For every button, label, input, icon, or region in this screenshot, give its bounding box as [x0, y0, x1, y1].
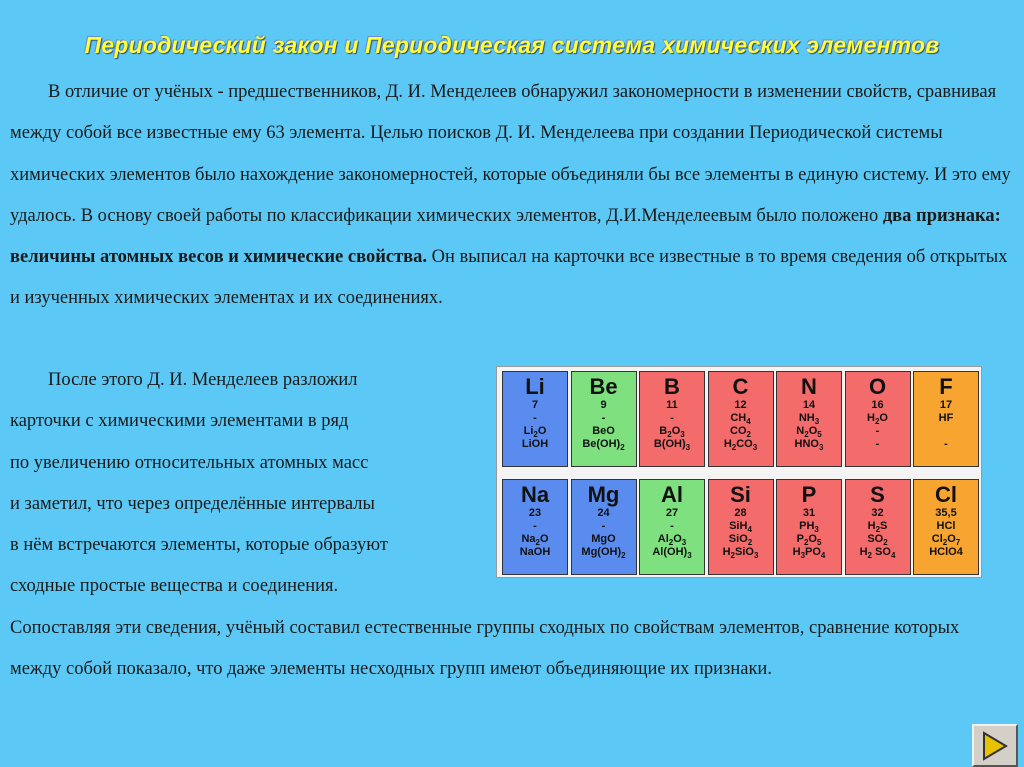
- atomic-mass: 12: [734, 399, 747, 411]
- element-card-p: [776, 479, 842, 575]
- compound-formula: $CO_2$: [730, 425, 751, 440]
- compound-formula: $PH_3$: [799, 520, 819, 535]
- element-card-c: [708, 371, 774, 467]
- element-card-cl: [913, 479, 979, 575]
- cards-line-6: сходные простые вещества и соединения.: [10, 576, 339, 597]
- compound-formula: $CH_4$: [730, 412, 751, 427]
- compound-formula: HCl: [936, 520, 956, 532]
- element-symbol: Mg: [587, 482, 620, 507]
- compound-formula: $B(OH)_3$: [653, 438, 691, 453]
- element-symbol: O: [868, 374, 887, 399]
- element-symbol: F: [939, 374, 953, 399]
- compound-formula: $Cl_2O_7$: [931, 533, 961, 548]
- element-card-si: [708, 479, 774, 575]
- compound-formula: $Mg(OH)_2$: [581, 546, 626, 561]
- compound-formula: -: [533, 520, 537, 532]
- element-symbol: Be: [589, 374, 618, 399]
- cards-line-4: и заметил, что через определённые интервалы: [10, 493, 375, 514]
- element-card-li: [502, 371, 568, 467]
- element-card-b: [639, 371, 705, 467]
- atomic-mass: 28: [734, 507, 747, 519]
- element-card-o: [845, 371, 911, 467]
- conclusion-paragraph: Сопоставляя эти сведения, учёный составил естественные группы сходных по свойствам элементов, сравнение которых между собой показало, что даже элементы несходных групп имеют объединяющие их признаки.: [10, 618, 960, 680]
- element-symbol: S: [870, 482, 885, 507]
- compound-formula: $B_2O_3$: [659, 425, 685, 440]
- atomic-mass: 32: [871, 507, 884, 519]
- compound-formula: $Be(OH)_2$: [582, 438, 625, 453]
- compound-formula: $N_2O_5$: [796, 425, 822, 440]
- atomic-mass: 27: [665, 507, 679, 519]
- compound-formula: $Na_2O$: [521, 533, 549, 548]
- compound-formula: -: [875, 425, 880, 437]
- atomic-mass: 14: [802, 399, 816, 411]
- slide-title: Периодический закон и Периодическая система химических элементов: [84, 32, 940, 58]
- atomic-mass: 31: [802, 507, 816, 519]
- compound-formula: $Al_2O_3$: [657, 533, 687, 548]
- compound-formula: NaOH: [519, 546, 551, 558]
- atomic-mass: 11: [666, 399, 678, 411]
- element-symbol: Al: [661, 482, 683, 507]
- intro-paragraph: [10, 72, 1014, 320]
- element-card-be: [571, 371, 637, 467]
- compound-formula: -: [670, 412, 674, 424]
- element-symbol: Li: [525, 374, 545, 399]
- element-card-na: [502, 479, 568, 575]
- cards-line-5: в нём встречаются элементы, которые образуют: [10, 535, 388, 556]
- atomic-mass: 17: [939, 399, 953, 411]
- intro-bold-text: два признака: величины атомных весов и химические свойства.: [10, 205, 1001, 268]
- element-symbol: B: [664, 374, 680, 399]
- compound-formula: -: [670, 520, 674, 532]
- element-symbol: P: [801, 482, 817, 507]
- compound-formula: $NH_3$: [798, 412, 820, 427]
- atomic-mass: 16: [871, 399, 884, 411]
- element-symbol: C: [732, 374, 749, 399]
- element-symbol: N: [801, 374, 817, 399]
- compound-formula: $H_2S$: [867, 520, 888, 535]
- element-card-al: [639, 479, 705, 575]
- intro-text: В отличие от учёных - предшественников, Д. И. Менделеев обнаружил закономерности в изменении свойств, сравнивая между собой все известные ему 63 элемента. Целью поисков Д. И. Менделеева при создании Периодической системы химических элементов было нахождение закономерностей, которые объединяли бы все элементы в единую систему. И это ему удалось. В основу своей работы по классификации химических элементов, Д.И.Менделеевым было положено: [10, 82, 1011, 226]
- compound-formula: $HNO_3$: [794, 438, 824, 453]
- compound-formula: $H_2CO_3$: [723, 438, 758, 453]
- compound-formula: HClO4: [929, 546, 963, 558]
- compound-formula: $H_2$ $SO_4$: [859, 546, 896, 561]
- element-card-f: [913, 371, 979, 467]
- element-cards-panel: [496, 366, 982, 578]
- compound-formula: MgO: [591, 533, 616, 545]
- next-slide-button[interactable]: [972, 724, 1018, 767]
- atomic-mass: 9: [600, 399, 607, 411]
- compound-formula: -: [944, 438, 948, 450]
- element-card-n: [776, 371, 842, 467]
- atomic-mass: 24: [597, 507, 610, 519]
- compound-formula: -: [533, 412, 537, 424]
- element-card-s: [845, 479, 911, 575]
- compound-formula: $Al(OH)_3$: [652, 546, 692, 561]
- element-card-mg: [571, 479, 637, 575]
- element-symbol: Si: [730, 482, 751, 507]
- element-symbol: Cl: [935, 482, 957, 507]
- atomic-mass: 23: [528, 507, 542, 519]
- compound-formula: -: [875, 438, 880, 450]
- compound-formula: [914, 425, 978, 438]
- compound-formula: -: [601, 412, 606, 424]
- compound-formula: -: [601, 520, 606, 532]
- compound-formula: HF: [938, 412, 954, 424]
- atomic-mass: 7: [531, 399, 539, 411]
- intro-text-end: Он выписал на карточки все известные в то время сведения об открытых и изученных химических элементах и их соединениях.: [10, 247, 1008, 309]
- cards-paragraph: [10, 360, 480, 608]
- atomic-mass: 35,5: [935, 507, 957, 519]
- play-triangle-icon: [982, 731, 1008, 761]
- compound-formula: SiO$_2$: [728, 533, 753, 548]
- compound-formula: $H_3PO_4$: [792, 546, 826, 561]
- compound-formula: SiH$_4$: [729, 520, 752, 535]
- element-symbol: Na: [520, 482, 550, 507]
- compound-formula: $H_2O$: [867, 412, 888, 427]
- cards-line-1: После этого Д. И. Менделеев разложил: [48, 370, 358, 390]
- cards-line-2: карточки с химическими элементами в ряд: [10, 411, 349, 432]
- cards-line-3: по увеличению относительных атомных масс: [10, 452, 369, 473]
- compound-formula: $P_2O_5$: [796, 533, 822, 548]
- compound-formula: $H_2SiO_3$: [722, 546, 759, 561]
- compound-formula: LiOH: [521, 438, 549, 450]
- compound-formula: BeO: [592, 425, 615, 437]
- compound-formula: $SO_2$: [867, 533, 888, 548]
- compound-formula: $Li_2O$: [523, 425, 547, 440]
